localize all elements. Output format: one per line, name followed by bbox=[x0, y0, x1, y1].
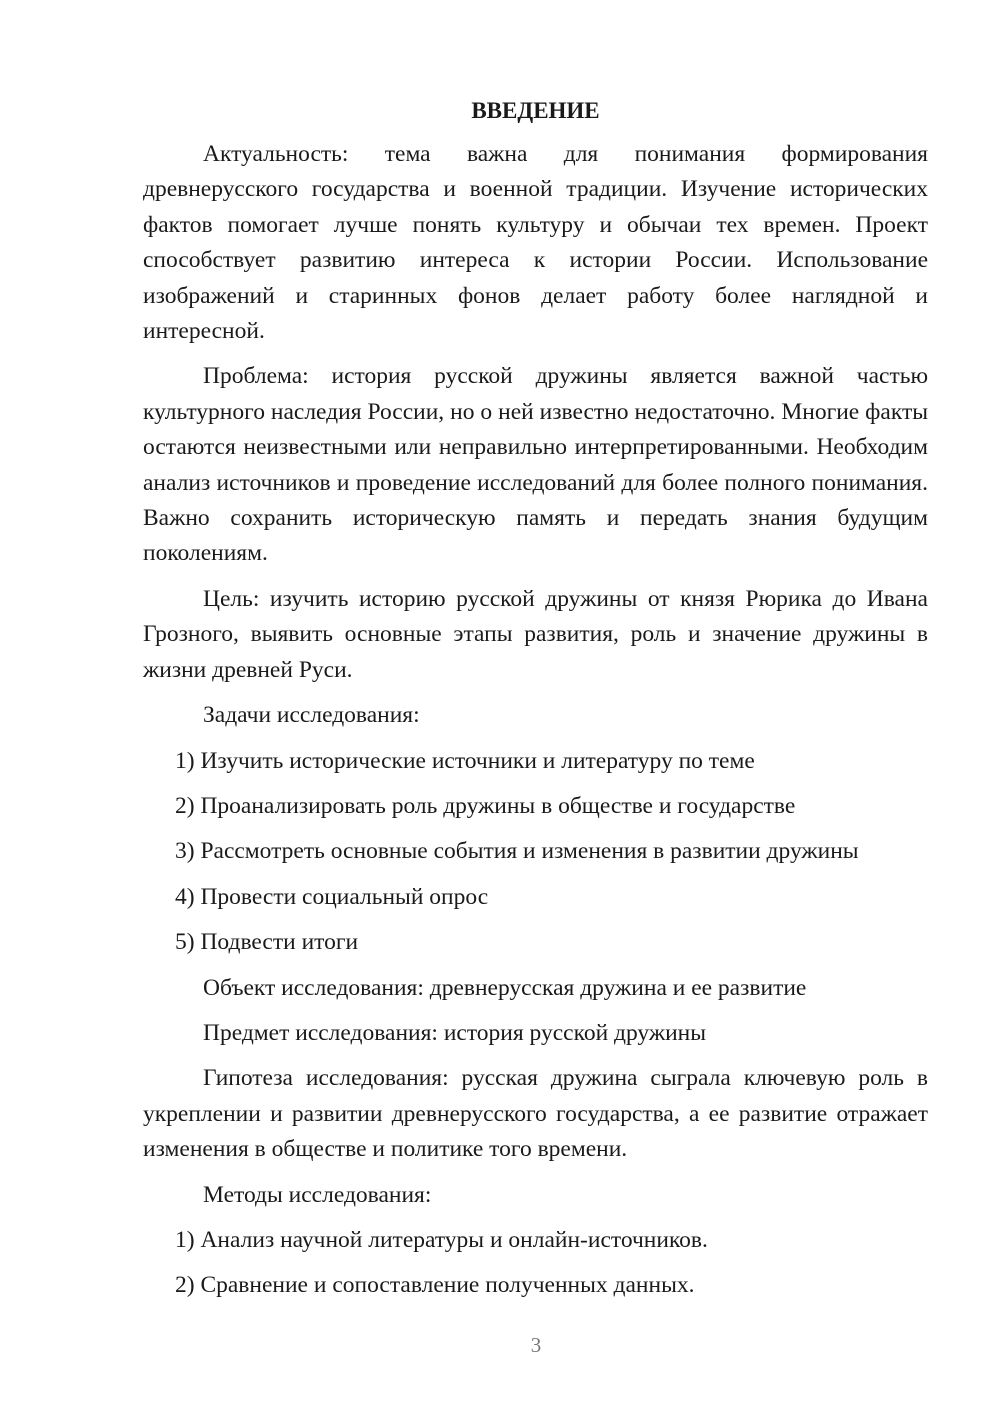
task-item: 5) Подвести итоги bbox=[175, 929, 359, 956]
research-object: Объект исследования: древнерусская дружина и ее развитие bbox=[203, 974, 807, 1001]
methods-heading: Методы исследования: bbox=[203, 1181, 432, 1208]
section-title: ВВЕДЕНИЕ bbox=[471, 98, 600, 123]
method-item: 2) Сравнение и сопоставление полученных данных. bbox=[175, 1272, 695, 1299]
paragraph-problem: Проблема: история русской дружины является важной частью культурного наследия России, но о ней известно недостаточно. Многие факты остаются неизвестными или неправильно интерпретированными. Необходим анализ источников и проведение исследований для более полного понимания. Важно сохранить историческую память и передать знания будущим поколениям. bbox=[143, 363, 928, 567]
page-number: 3 bbox=[530, 1333, 542, 1357]
tasks-heading: Задачи исследования: bbox=[203, 702, 420, 729]
task-item: 3) Рассмотреть основные события и изменения в развитии дружины bbox=[175, 838, 859, 865]
paragraph-relevance: Актуальность: тема важна для понимания формирования древнерусского государства и военной традиции. Изучение исторических фактов помогает лучше понять культуру и обычаи тех времен. Проект способствует развитию интереса к истории России. Использование изображений и старинных фонов делает работу более наглядной и интересной. bbox=[143, 141, 928, 345]
paragraph-goal: Цель: изучить историю русской дружины от князя Рюрика до Ивана Грозного, выявить основные этапы развития, роль и значение дружины в жизни древней Руси. bbox=[143, 585, 928, 683]
method-item: 1) Анализ научной литературы и онлайн-источников. bbox=[175, 1226, 708, 1253]
research-subject: Предмет исследования: история русской дружины bbox=[203, 1019, 707, 1046]
page-content bbox=[143, 93, 928, 1314]
task-item: 4) Провести социальный опрос bbox=[175, 883, 489, 910]
task-item: 1) Изучить исторические источники и литературу по теме bbox=[175, 747, 755, 774]
paragraph-hypothesis: Гипотеза исследования: русская дружина сыграла ключевую роль в укреплении и развитии древнерусского государства, а ее развитие отражает изменения в обществе и политике того времени. bbox=[143, 1065, 928, 1163]
task-item: 2) Проанализировать роль дружины в обществе и государстве bbox=[175, 792, 796, 819]
